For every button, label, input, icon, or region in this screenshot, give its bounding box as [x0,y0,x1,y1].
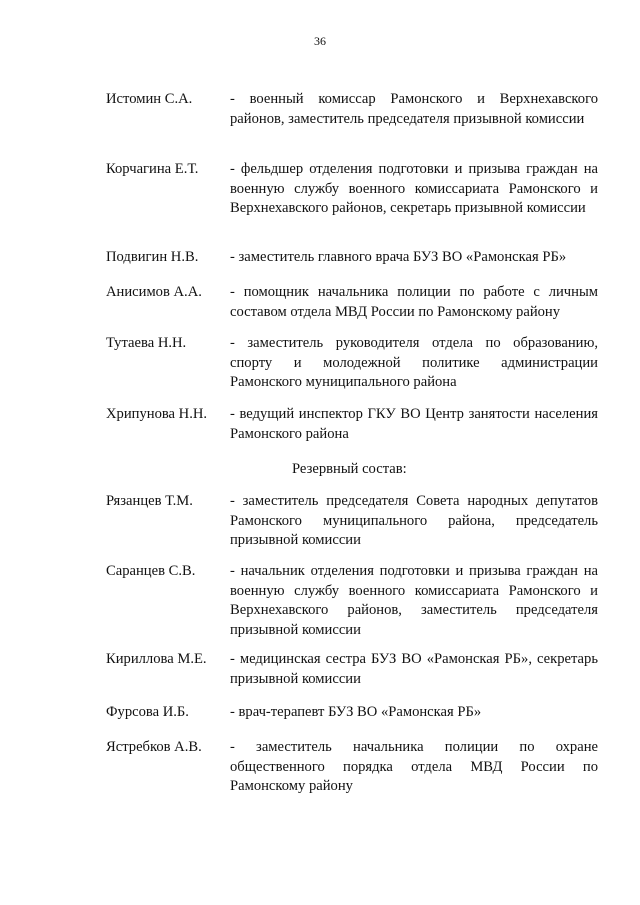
member-name: Рязанцев Т.М. [106,493,193,509]
reserve-heading: Резервный состав: [292,461,407,477]
member-description: - заместитель председателя Совета народных депутатов Рамонского муниципального района, председатель призывной комиссии [230,493,598,548]
member-description: - заместитель главного врача БУЗ ВО «Рамонская РБ» [230,249,567,265]
member-description: - военный комиссар Рамонского и Верхнехавского районов, заместитель председателя призывной комиссии [230,91,598,127]
member-description: - врач-терапевт БУЗ ВО «Рамонская РБ» [230,704,482,720]
member-name: Ястребков А.В. [106,739,202,755]
member-name: Подвигин Н.В. [106,249,199,265]
member-name: Истомин С.А. [106,91,193,107]
page-number: 36 [314,34,326,48]
member-description: - начальник отделения подготовки и призыва граждан на военную службу военного комиссариата Рамонского и Верхнехавского районов, заместитель председателя призывной комиссии [230,563,598,638]
member-description: - заместитель руководителя отдела по образованию, спорту и молодежной политике администрации Рамонского муниципального района [230,335,598,390]
member-description: - ведущий инспектор ГКУ ВО Центр занятости населения Рамонского района [230,406,598,442]
member-description: - фельдшер отделения подготовки и призыва граждан на военную службу военного комиссариата Рамонского и Верхнехавского районов, секретарь призывной комиссии [230,161,598,216]
member-name: Хрипунова Н.Н. [106,406,208,422]
member-name: Анисимов А.А. [106,284,202,300]
member-name: Корчагина Е.Т. [106,161,199,177]
member-name: Фурсова И.Б. [106,704,189,720]
member-description: - медицинская сестра БУЗ ВО «Рамонская РБ», секретарь призывной комиссии [230,651,598,687]
member-name: Саранцев С.В. [106,563,196,579]
member-description: - помощник начальника полиции по работе с личным составом отдела МВД России по Рамонскому району [230,284,598,320]
member-name: Тутаева Н.Н. [106,335,187,351]
member-description: - заместитель начальника полиции по охране общественного порядка отдела МВД России по Рамонскому району [230,739,598,794]
member-name: Кириллова М.Е. [106,651,207,667]
